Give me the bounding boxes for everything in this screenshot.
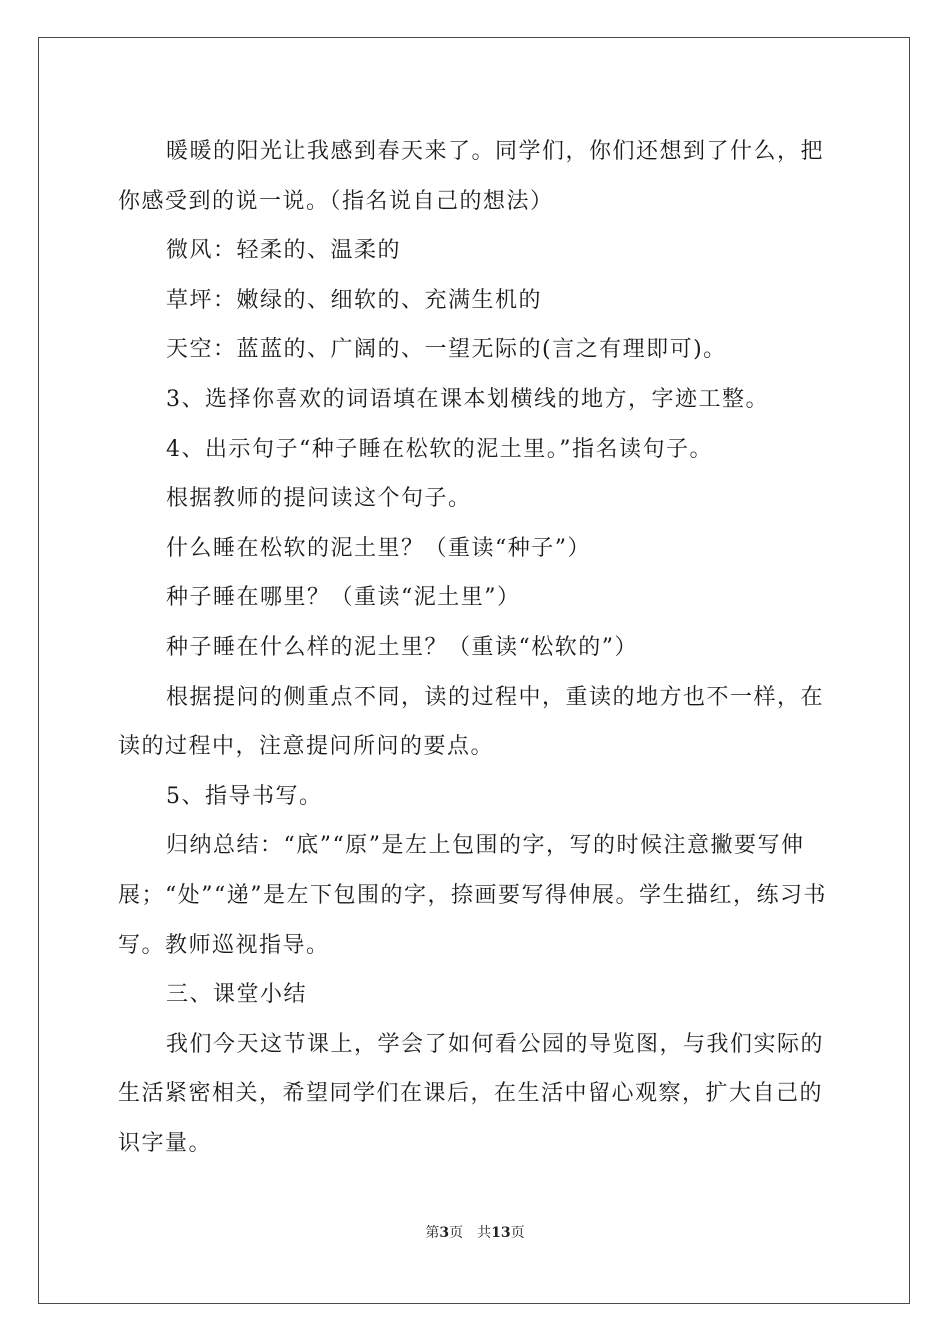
paragraph: 微风：轻柔的、温柔的 [166,238,402,264]
paragraph: 三、课堂小结 [166,982,308,1008]
paragraph: 3、选择你喜欢的词语填在课本划横线的地方，字迹工整。 [166,386,769,412]
paragraph: 天空：蓝蓝的、广阔的、一望无际的(言之有理即可)。 [166,337,727,363]
paragraph: 5、指导书写。 [166,783,323,809]
total-page-number: 13 [491,1225,511,1241]
paragraph: 暖暖的阳光让我感到春天来了。同学们，你们还想到了什么，把你感受到的说一说。（指名说自己的想法） [118,139,825,214]
footer-middle: 页 共 [449,1225,492,1241]
paragraph: 种子睡在什么样的泥土里？（重读“松软的”） [166,634,638,660]
footer-suffix: 页 [510,1225,525,1241]
document-body [118,127,836,1168]
paragraph: 草坪：嫩绿的、细软的、充满生机的 [166,287,543,313]
paragraph: 归纳总结：“底”“原”是左上包围的字，写的时候注意撇要写伸展；“处”“递”是左下包围的字，捺画要写得伸展。学生描红，练习书写。教师巡视指导。 [118,833,827,958]
paragraph: 根据提问的侧重点不同，读的过程中，重读的地方也不一样，在读的过程中，注意提问所问的要点。 [118,684,825,760]
paragraph: 4、出示句子“种子睡在松软的泥土里。”指名读句子。 [166,436,713,462]
paragraph: 根据教师的提问读这个句子。 [166,486,472,512]
paragraph: 种子睡在哪里？（重读“泥土里”） [166,585,521,611]
paragraph: 什么睡在松软的泥土里？（重读“种子”） [166,535,591,561]
paragraph: 我们今天这节课上，学会了如何看公园的导览图，与我们实际的生活紧密相关，希望同学们在课后，在生活中留心观察，扩大自己的识字量。 [118,1031,825,1156]
page-footer [0,1222,950,1242]
footer-prefix: 第 [425,1225,440,1241]
current-page-number: 3 [439,1225,450,1241]
